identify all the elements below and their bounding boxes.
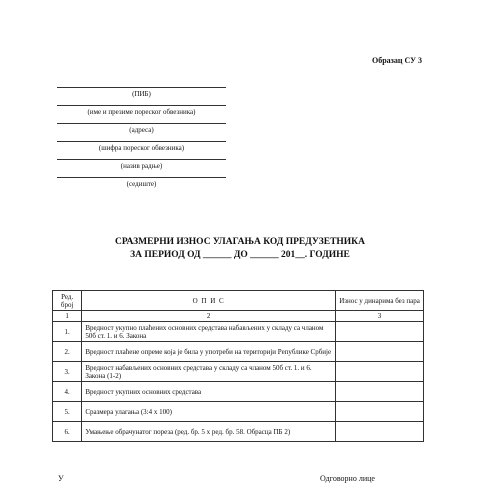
row-number: 3.	[53, 362, 82, 382]
row-amount[interactable]	[336, 362, 424, 382]
document-title	[0, 236, 480, 262]
row-number: 2.	[53, 342, 82, 362]
row-description: Сразмера улагања (3:4 x 100)	[82, 402, 336, 422]
field-address: (адреса)	[57, 123, 226, 135]
table-row	[53, 382, 424, 402]
row-description: Вредност плаћене опреме која је била у употреби на територији Републике Србије	[82, 342, 336, 362]
row-number: 6.	[53, 422, 82, 442]
index-cell: 3	[336, 311, 424, 322]
row-number: 5.	[53, 402, 82, 422]
row-number: 4.	[53, 382, 82, 402]
index-cell: 2	[82, 311, 336, 322]
index-row	[53, 311, 424, 322]
row-amount[interactable]	[336, 422, 424, 442]
table-row	[53, 322, 424, 342]
row-amount[interactable]	[336, 322, 424, 342]
table-row	[53, 422, 424, 442]
row-description: Вредност набављених основних средстава у складу са чланом 50б ст. 1. и 6. Закона (1-2)	[82, 362, 336, 382]
row-amount[interactable]	[336, 382, 424, 402]
header-number: Ред. број	[53, 291, 82, 311]
table-header-row	[53, 291, 424, 311]
table-row	[53, 362, 424, 382]
row-description: Умањење обрачунатог пореза (ред. бр. 5 x ред. бр. 58. Обрасца ПБ 2)	[82, 422, 336, 442]
row-description: Вредност укупних основних средстава	[82, 382, 336, 402]
responsible-person-label: Одговорно лице	[320, 474, 375, 483]
row-description: Вредност укупно плаћених основних средстава набављених у складу са чланом 50б ст. 1. и 6. Закона	[82, 322, 336, 342]
header-amount: Износ у динарима без пара	[336, 291, 424, 311]
field-seat: (седиште)	[57, 177, 226, 189]
field-name: (име и презиме пореског обвезника)	[57, 105, 226, 117]
title-line-1: СРАЗМЕРНИ ИЗНОС УЛАГАЊА КОД ПРЕДУЗЕТНИКА	[115, 237, 365, 247]
field-shop-name: (назив радње)	[57, 159, 226, 171]
header-description: О П И С	[82, 291, 336, 311]
table-row	[53, 402, 424, 422]
row-number: 1.	[53, 322, 82, 342]
row-amount[interactable]	[336, 402, 424, 422]
calculation-table	[52, 290, 424, 442]
title-line-2: ЗА ПЕРИОД ОД ______ ДО ______ 201__. ГОДИНЕ	[130, 250, 350, 260]
place-label: У	[58, 474, 64, 483]
row-amount[interactable]	[336, 342, 424, 362]
table-row	[53, 342, 424, 362]
field-taxpayer-code: (шифра пореског обвезника)	[57, 141, 226, 153]
field-pib: (ПИБ)	[57, 87, 226, 99]
index-cell: 1	[53, 311, 82, 322]
form-code: Образац СУ 3	[372, 56, 423, 65]
